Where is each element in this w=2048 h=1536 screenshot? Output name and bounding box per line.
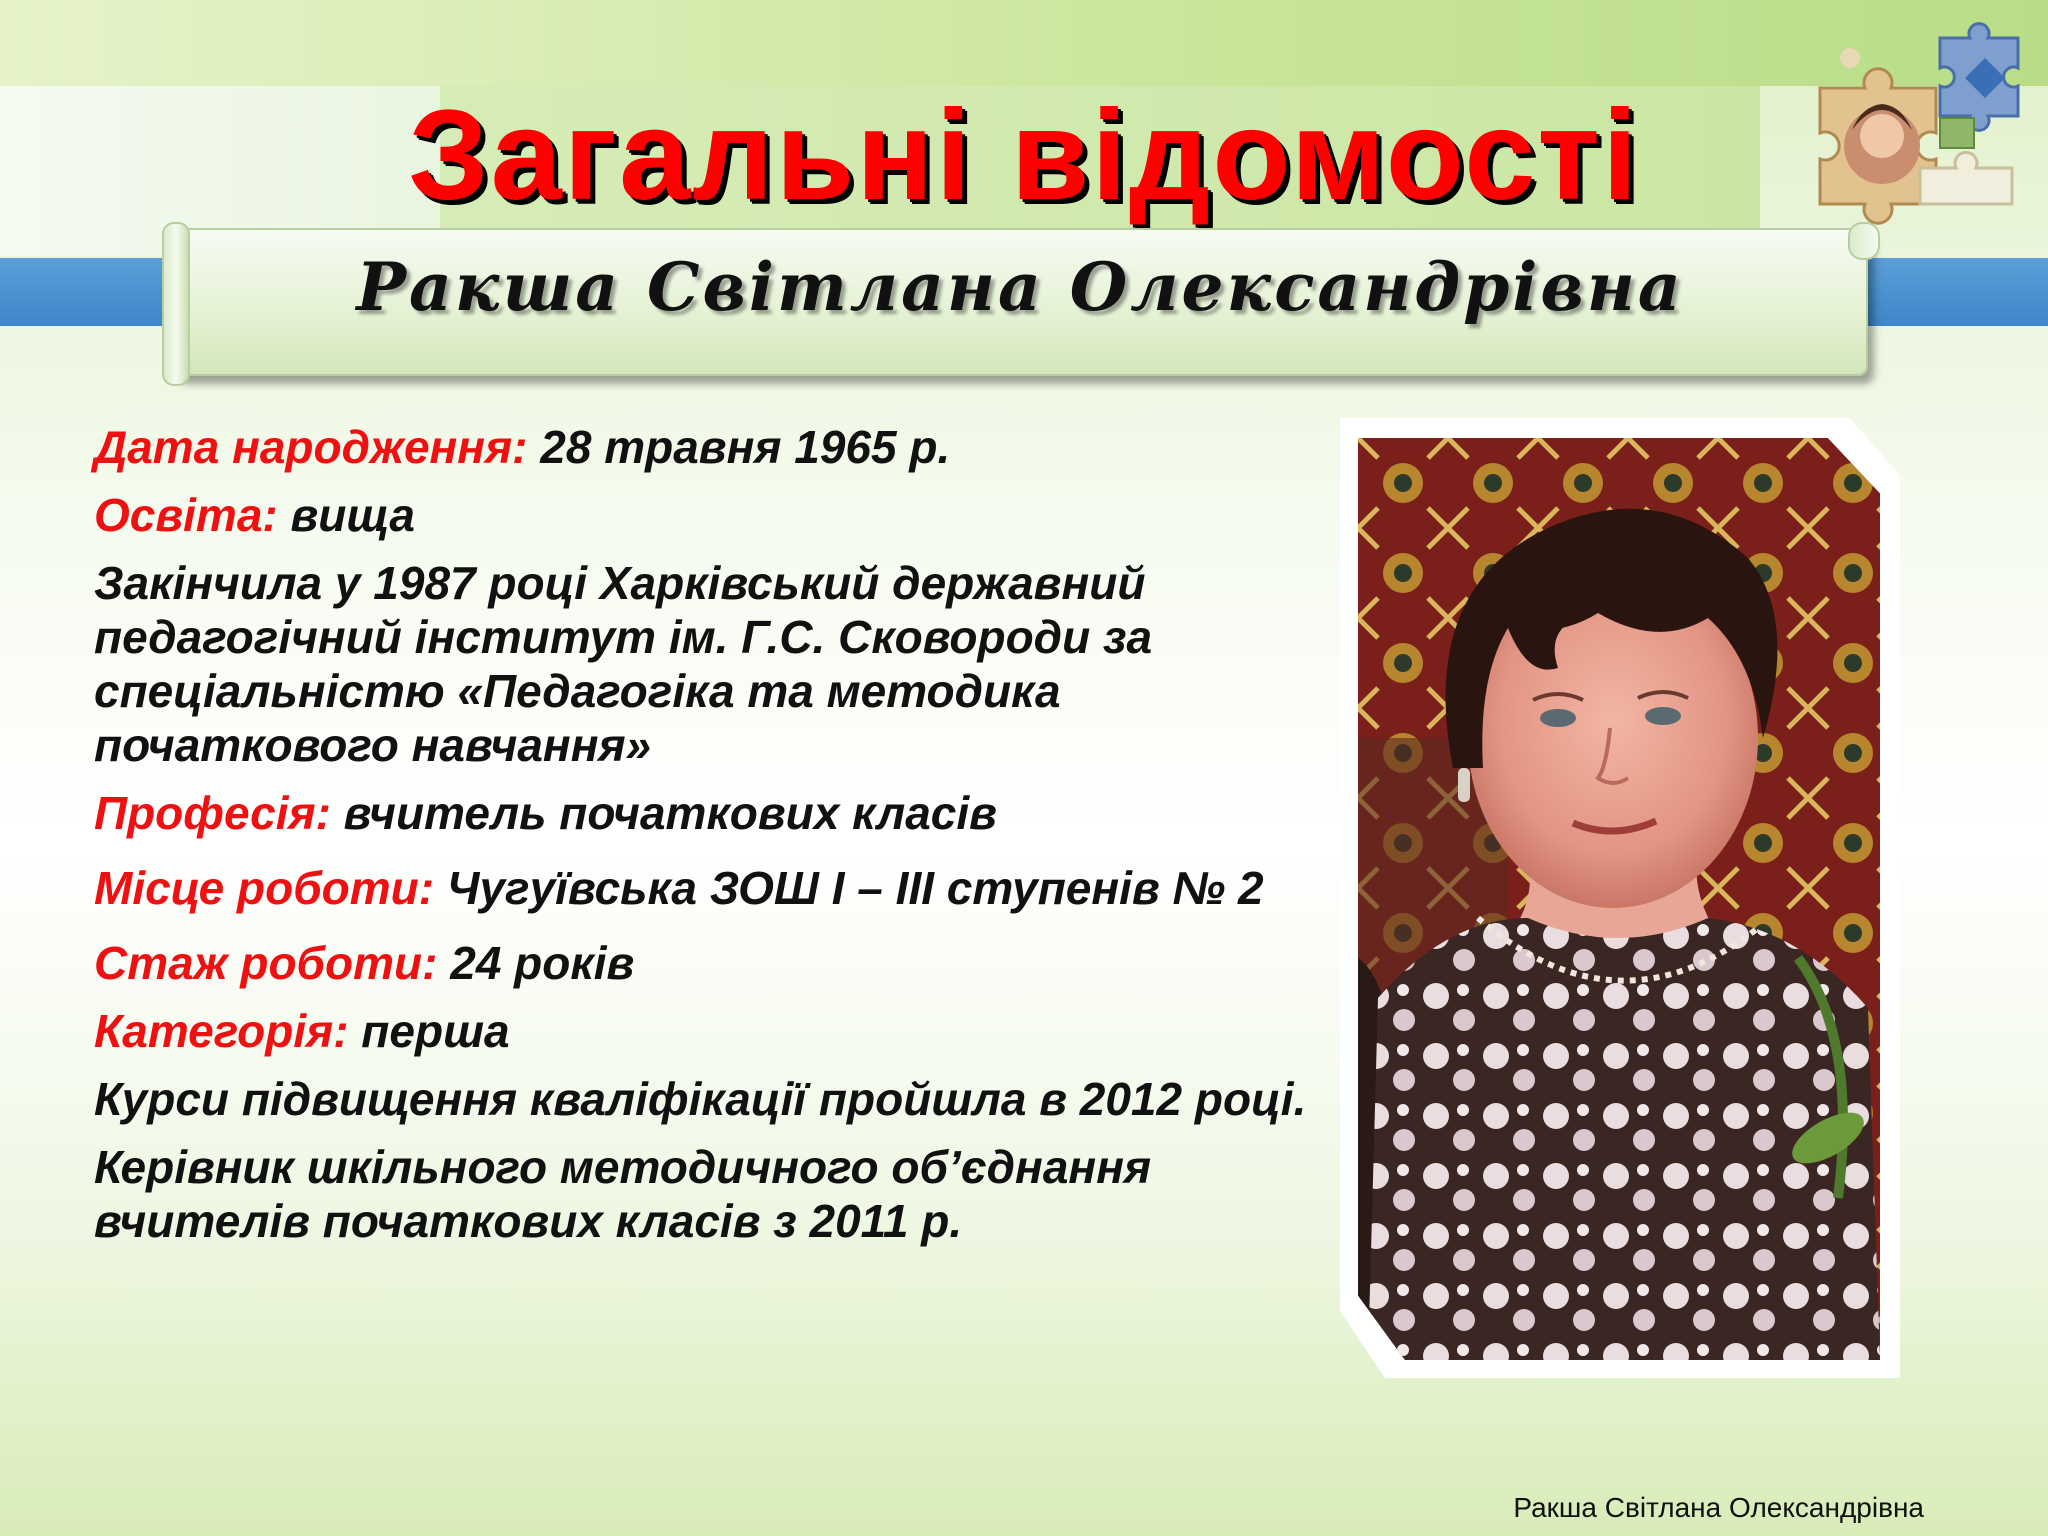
profession-row — [94, 786, 1334, 840]
education-label: Освіта: — [94, 489, 278, 541]
birth-label: Дата народження: — [94, 421, 528, 473]
workplace-label: Місце роботи: — [94, 862, 435, 914]
experience-row — [94, 936, 1334, 990]
category-label: Категорія: — [94, 1005, 349, 1057]
slide-title: Загальні відомості — [408, 84, 1640, 227]
category-value: перша — [348, 1005, 510, 1057]
person-name: Ракша Світлана Олександрівна — [356, 248, 1684, 326]
top-band — [0, 0, 2048, 86]
workplace-row — [94, 854, 1334, 922]
info-block — [94, 420, 1334, 1262]
education-value: вища — [277, 489, 415, 541]
category-row — [94, 1004, 1334, 1058]
graduation-text: Закінчила у 1987 році Харківський державний педагогічний інститут ім. Г.С. Сковороди за спеціальністю «Педагогіка та методика початкового навчання» — [94, 557, 1153, 771]
workplace-value: Чугуївська ЗОШ І – ІІІ ступенів № 2 — [434, 862, 1264, 914]
experience-label: Стаж роботи: — [94, 937, 438, 989]
name-scroll-banner — [172, 228, 1868, 376]
courses-text: Курси підвищення кваліфікації пройшла в 2012 році. — [94, 1073, 1307, 1125]
birth-value: 28 травня 1965 р. — [527, 421, 951, 473]
experience-value: 24 років — [437, 937, 635, 989]
profession-value: вчитель початкових класів — [330, 787, 997, 839]
footer-name: Ракша Світлана Олександрівна — [1513, 1492, 1924, 1523]
portrait-photo — [1358, 438, 1880, 1360]
profession-label: Професія: — [94, 787, 331, 839]
birth-row — [94, 420, 1334, 474]
puzzle-pieces-icon — [1790, 18, 2040, 238]
head-text: Керівник шкільного методичного об’єднання вчителів початкових класів з 2011 р. — [94, 1141, 1152, 1247]
education-row — [94, 488, 1334, 542]
